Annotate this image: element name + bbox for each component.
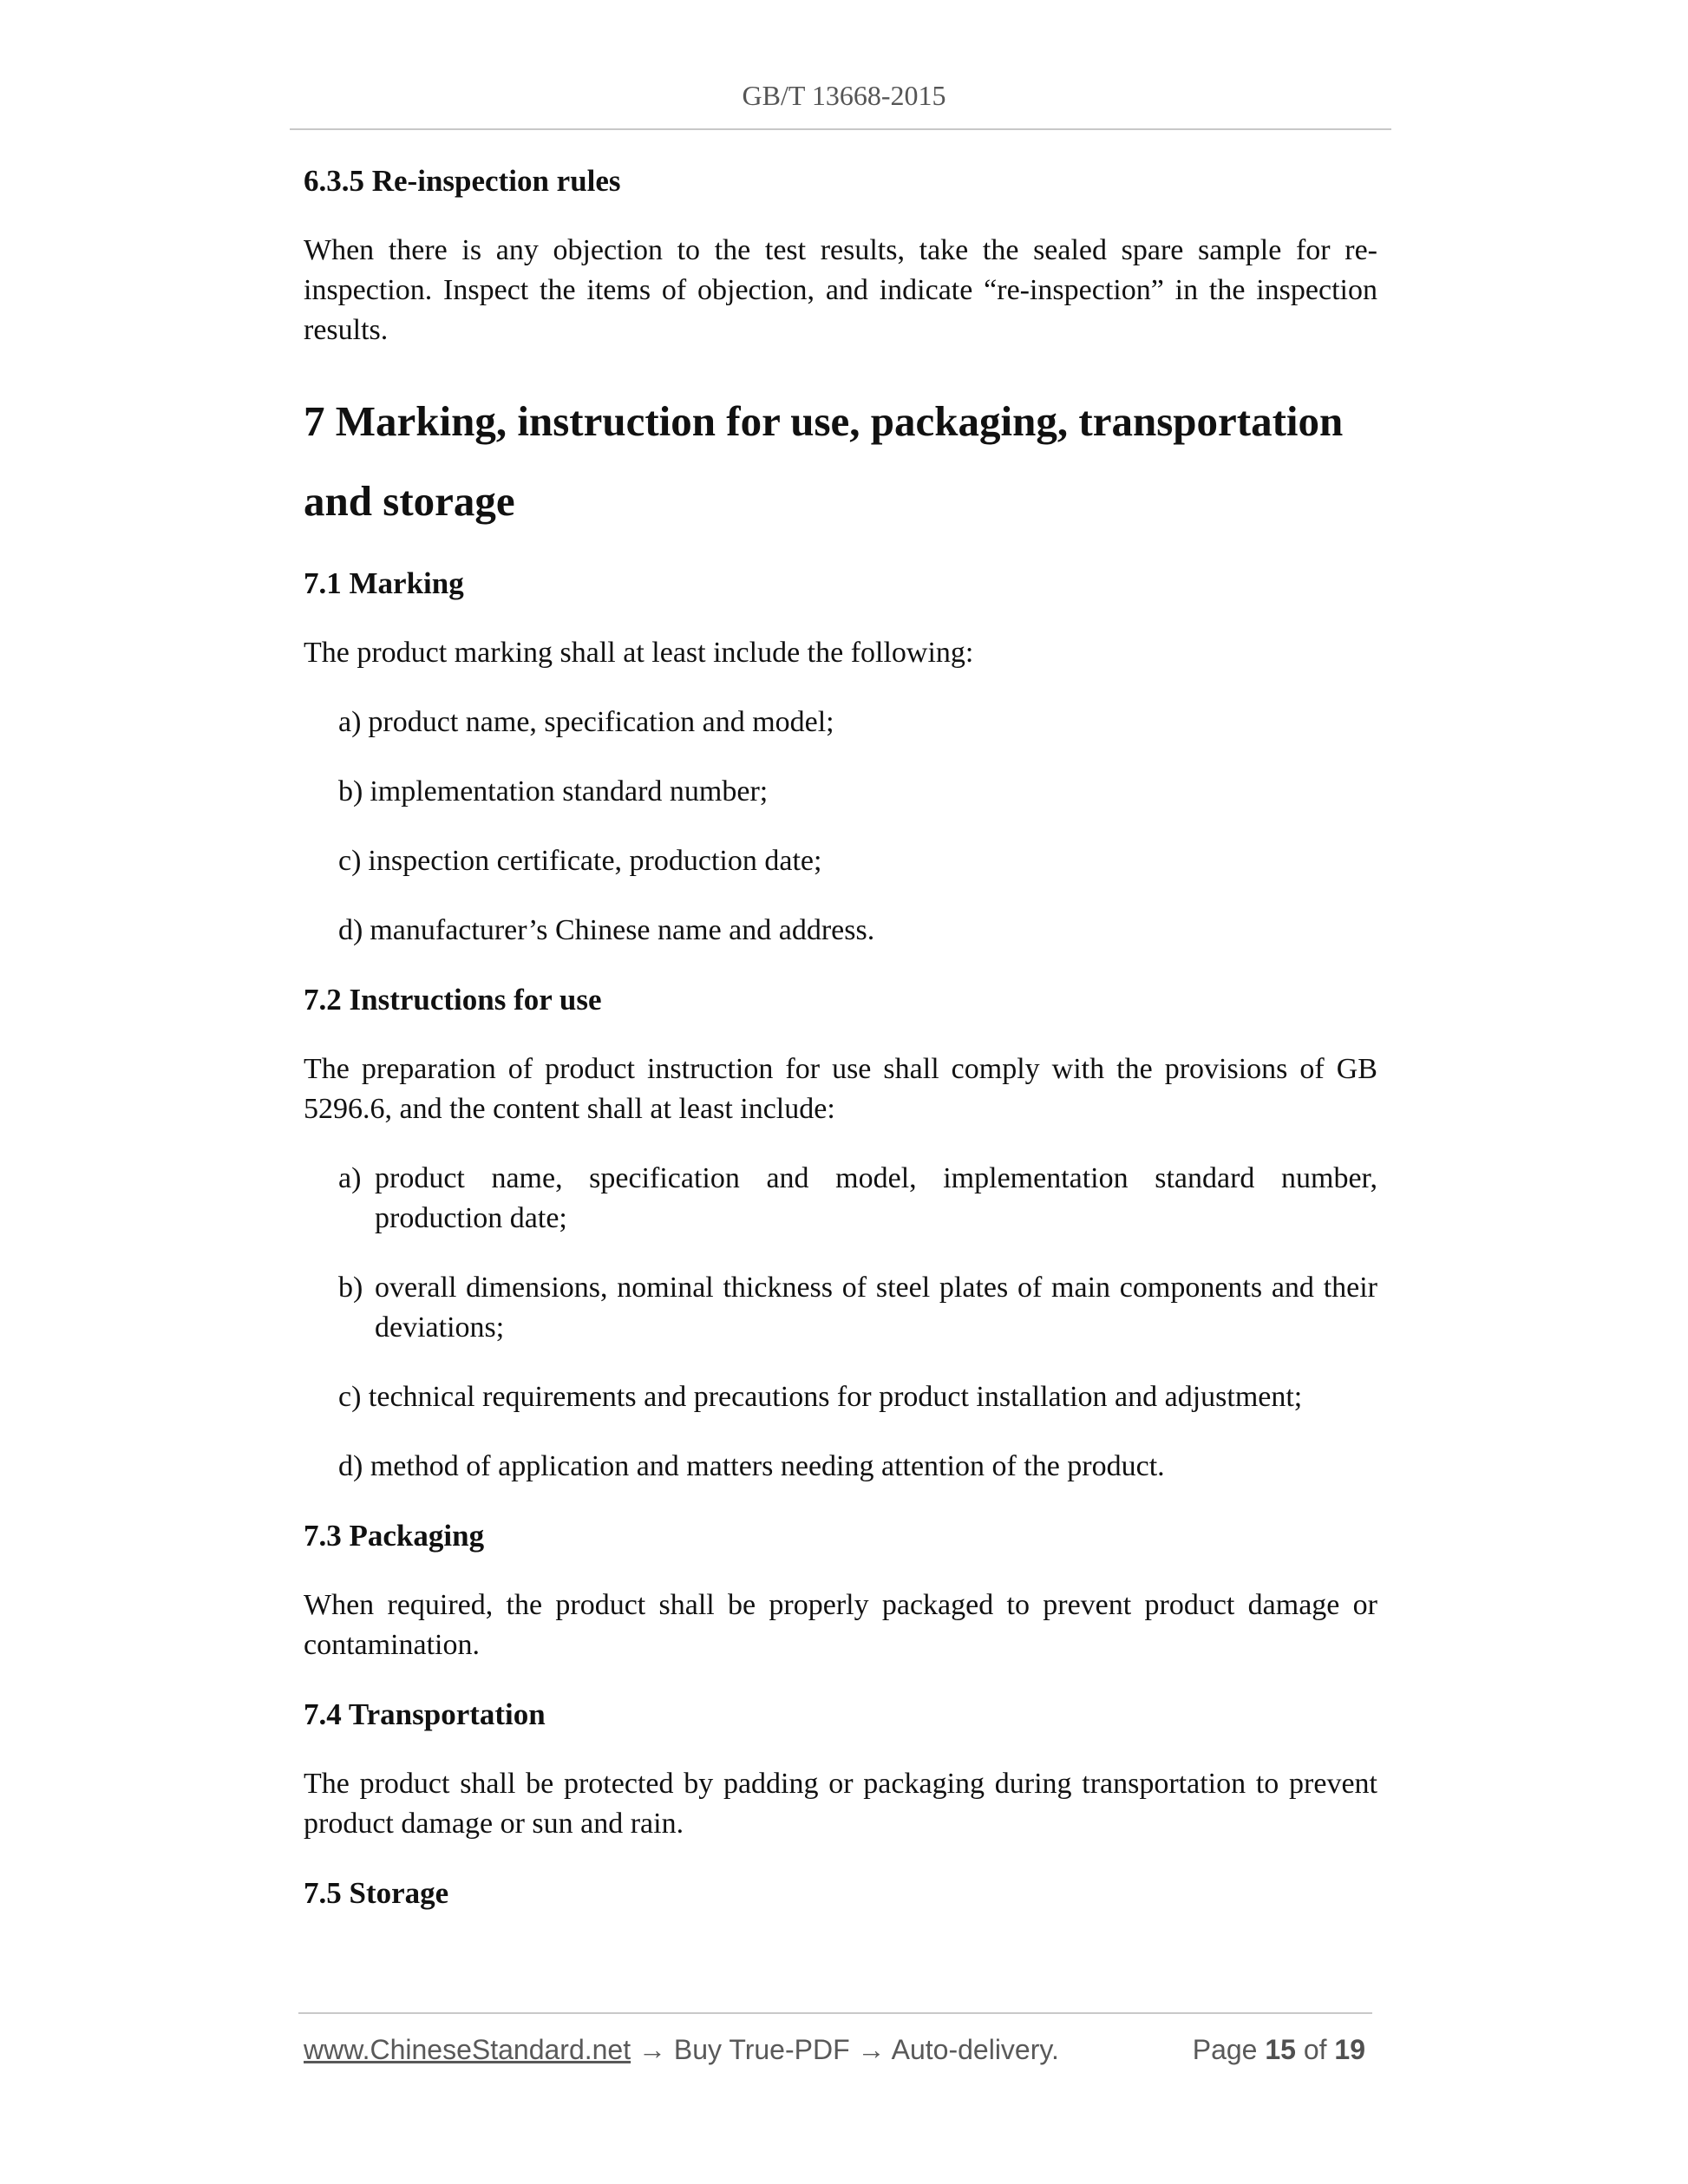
footer-divider — [298, 2012, 1372, 2014]
list-item-text: product name, specification and model; — [368, 706, 834, 738]
site-link[interactable]: www.ChineseStandard.net — [304, 2034, 631, 2065]
list-marker: a) — [338, 706, 362, 738]
list-marker: b) — [338, 775, 363, 808]
list-item — [338, 1377, 1377, 1417]
section-heading-7-1: 7.1 Marking — [304, 566, 464, 600]
list-item — [338, 911, 1377, 951]
list-marker: c) — [338, 845, 362, 877]
section-text-7-3: When required, the product shall be properly packaged to prevent product damage or contamination. — [304, 1589, 1377, 1661]
list-marker: c) — [338, 1381, 362, 1413]
document-header-title: GB/T 13668-2015 — [742, 80, 946, 111]
page-number — [1193, 2032, 1365, 2067]
list-item-text: product name, specification and model, implementation standard number, production date; — [375, 1162, 1377, 1234]
list-marker: b) — [338, 1272, 363, 1304]
header-divider — [290, 128, 1391, 130]
list-item-text: manufacturer’s Chinese name and address. — [370, 914, 875, 946]
list-item-text: method of application and matters needing attention of the product. — [370, 1450, 1165, 1482]
page-total: 19 — [1334, 2034, 1365, 2065]
list-item — [338, 1268, 1377, 1348]
page-current: 15 — [1265, 2034, 1296, 2065]
list-item-text: overall dimensions, nominal thickness of steel plates of main components and their deviations; — [375, 1272, 1377, 1344]
section-heading-7-5: 7.5 Storage — [304, 1876, 449, 1910]
list-item — [338, 772, 1377, 812]
section-intro-7-1: The product marking shall at least include the following: — [304, 637, 974, 669]
page-label: Page — [1192, 2034, 1258, 2065]
section-text-7-4: The product shall be protected by padding or packaging during transportation to prevent product damage or sun and rain. — [304, 1768, 1377, 1840]
document-body — [304, 161, 1377, 1943]
list-item — [338, 703, 1377, 742]
section-heading-7-3: 7.3 Packaging — [304, 1519, 485, 1553]
buy-text: → Buy True-PDF → Auto-delivery. — [631, 2034, 1059, 2065]
section-heading-7-2: 7.2 Instructions for use — [304, 983, 602, 1017]
section-heading-7-4: 7.4 Transportation — [304, 1697, 546, 1731]
list-item-text: inspection certificate, production date; — [368, 845, 822, 877]
list-item-text: implementation standard number; — [370, 775, 769, 808]
list-item-text: technical requirements and precautions for product installation and adjustment; — [368, 1381, 1303, 1413]
section-text-6-3-5: When there is any objection to the test results, take the sealed spare sample for re-inspection. Inspect the items of objection, and indicate “re-inspection” in the inspection results. — [304, 234, 1377, 346]
list-item — [338, 1447, 1377, 1487]
of-label: of — [1303, 2034, 1327, 2065]
section-intro-7-2: The preparation of product instruction for use shall comply with the provisions of GB 5296.6, and the content shall at least include: — [304, 1053, 1377, 1125]
list-item — [338, 841, 1377, 881]
chapter-heading-7: 7 Marking, instruction for use, packaging, transportation and storage — [304, 397, 1344, 525]
list-marker: a) — [338, 1162, 362, 1194]
list-item — [338, 1159, 1377, 1239]
list-marker: d) — [338, 1450, 363, 1482]
marking-list — [304, 703, 1377, 951]
footer-promo — [304, 2032, 1059, 2067]
list-marker: d) — [338, 914, 363, 946]
section-heading-6-3-5: 6.3.5 Re-inspection rules — [304, 164, 621, 198]
instructions-list — [304, 1159, 1377, 1487]
